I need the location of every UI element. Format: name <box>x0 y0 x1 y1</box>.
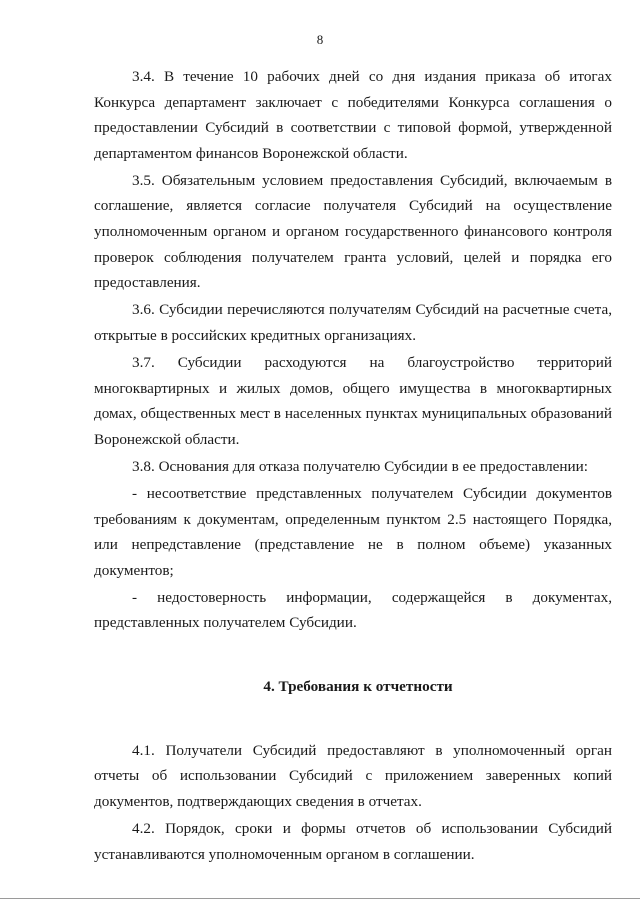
paragraph-3-5: 3.5. Обязательным условием предоставления Субсидий, включаемым в соглашение, является согласие получателя Субсидий на осуществление уполномоченным органом и органом государственного финансового контроля проверок соблюдения получателем гранта условий, целей и порядка его предоставления. <box>94 171 612 292</box>
paragraph-3-4: 3.4. В течение 10 рабочих дней со дня издания приказа об итогах Конкурса департамент заключает с победителями Конкурса соглашения о предоставлении Субсидий в соответствии с типовой формой, утвержденной департаментом финансов Воронежской области. <box>94 68 612 162</box>
section-heading: 4. Требования к отчетности <box>263 678 453 696</box>
page-number: 8 <box>316 32 324 47</box>
paragraph-4-2: 4.2. Порядок, сроки и формы отчетов об использовании Субсидий устанавливаются уполномоченным органом в соглашении. <box>94 819 612 863</box>
paragraph-3-8: 3.8. Основания для отказа получателю Субсидии в ее предоставлении: <box>132 457 589 475</box>
paragraph-3-6: 3.6. Субсидии перечисляются получателям Субсидий на расчетные счета, открытые в российских кредитных организациях. <box>94 301 612 344</box>
document-body <box>94 64 612 869</box>
list-item-refusal-2: - недостоверность информации, содержащейся в документах, представленных получателем Субсидии. <box>94 588 612 632</box>
bottom-scan-edge <box>0 898 640 899</box>
paragraph-4-1: 4.1. Получатели Субсидий предоставляют в уполномоченный орган отчеты об использовании Субсидий с приложением заверенных копий документов, подтверждающих сведения в отчетах. <box>94 741 612 810</box>
paragraph-3-7: 3.7. Субсидии расходуются на благоустройство территорий многоквартирных и жилых домов, общего имущества в многоквартирных домах, общественных мест в населенных пунктах муниципальных образований Воронежской области. <box>94 354 612 448</box>
list-item-refusal-1: - несоответствие представленных получателем Субсидии документов требованиям к документам, определенным пунктом 2.5 настоящего Порядка, или непредставление (представление не в полном объеме) указанных документов; <box>94 485 612 579</box>
